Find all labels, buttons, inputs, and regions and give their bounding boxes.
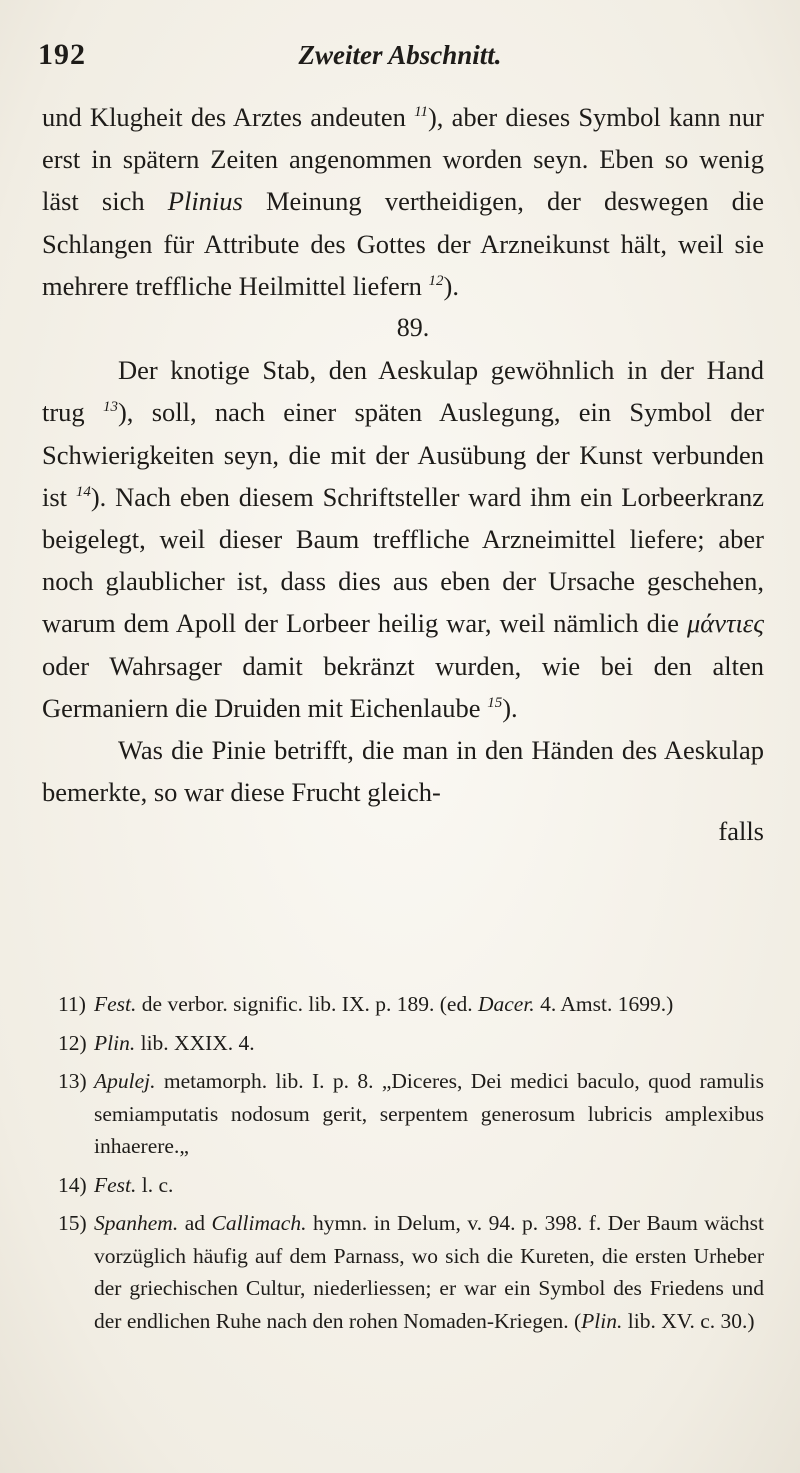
footnote-number: 11) bbox=[58, 992, 86, 1016]
citation: Fest. bbox=[94, 1172, 137, 1197]
footnote-number: 15) bbox=[58, 1211, 87, 1235]
footnote-number: 12) bbox=[58, 1030, 87, 1055]
citation: Callimach. bbox=[211, 1211, 307, 1235]
footnote-text: l. c. bbox=[136, 1172, 174, 1197]
text-run: ). Nach eben diesem Schriftsteller ward ihm ein Lorbeerkranz beigelegt, weil dieser Baum treffliche Arzneimittel liefere; aber noch glaublicher ist, dass dies aus eben der Ursache geschehen, warum dem Apoll der Lorbeer heilig war, weil nämlich die bbox=[42, 481, 764, 639]
footnotes bbox=[58, 988, 764, 1343]
page-header bbox=[38, 38, 762, 78]
citation: Plin. bbox=[581, 1308, 623, 1333]
text-run: oder Wahrsager damit bekränzt wurden, wie bei den alten Germaniern die Druiden mit Eichenlaube bbox=[42, 650, 764, 723]
text-run: ), soll, nach einer späten Auslegung, ein Symbol der Schwierigkeiten seyn, die mit der Ausübung der Kunst verbunden ist bbox=[42, 397, 764, 512]
footnote bbox=[58, 1027, 764, 1060]
footnote-text: hymn. in Delum, v. 94. p. 398. f. Der Baum wächst vorzüglich häufig auf dem Parnass, wo sich die Kureten, die ersten Urheber der griechischen Cultur, niederliessen; er war ein Symbol des Friedens und der endlichen Ruhe nach den rohen Nomaden-Kriegen. ( bbox=[94, 1211, 764, 1333]
paragraph bbox=[42, 349, 764, 729]
running-title: Zweiter Abschnitt. bbox=[298, 40, 502, 70]
paragraph bbox=[42, 96, 764, 307]
footnote bbox=[58, 1065, 764, 1163]
text-run: ). bbox=[443, 270, 459, 301]
italic-name: Plinius bbox=[167, 186, 243, 217]
citation: Fest. bbox=[94, 992, 137, 1016]
citation: Apulej. bbox=[94, 1069, 156, 1093]
section-number: 89. bbox=[396, 313, 430, 343]
page-number: 192 bbox=[38, 38, 86, 71]
footnote bbox=[58, 1169, 764, 1202]
footnote-text: lib. XV. c. 30.) bbox=[622, 1308, 755, 1333]
greek-word: μάντιες bbox=[686, 608, 764, 639]
text-run: Der knotige Stab, den Aeskulap gewöhnlich in der Hand trug bbox=[42, 355, 764, 428]
footnote-ref: 14 bbox=[75, 483, 91, 500]
paragraph: Was die Pinie betrifft, die man in den Händen des Aeskulap bemerkte, so war diese Frucht gleich- bbox=[42, 735, 764, 808]
footnote-ref: 15 bbox=[487, 694, 503, 711]
text-run: und Klugheit des Arztes andeuten bbox=[42, 102, 415, 132]
text-run: ). bbox=[502, 692, 518, 723]
citation: Spanhem. bbox=[94, 1211, 179, 1235]
main-text bbox=[42, 96, 764, 849]
text-run: Meinung vertheidigen, der deswegen die Schlangen für Attribute des Gottes der Arzneikunst hält, weil sie mehrere treffliche Heilmittel liefern bbox=[42, 186, 764, 301]
footnote-text: ad bbox=[178, 1211, 212, 1235]
footnote-number: 13) bbox=[58, 1069, 87, 1093]
footnote bbox=[58, 988, 764, 1021]
footnote bbox=[58, 1207, 764, 1337]
citation: Dacer. bbox=[477, 992, 535, 1016]
footnote-ref: 12 bbox=[428, 272, 444, 289]
catchword: falls bbox=[718, 816, 764, 847]
text-run: ), aber dieses Symbol kann nur erst in spätern Zeiten angenommen worden seyn. Eben so wenig läst sich bbox=[42, 102, 764, 217]
citation: Plin. bbox=[94, 1030, 136, 1055]
footnote-ref: 13 bbox=[102, 399, 118, 416]
footnote-ref: 11 bbox=[414, 104, 428, 120]
footnote-text: metamorph. lib. I. p. 8. „Diceres, Dei medici baculo, quod ramulis semiamputatis nodosum gerit, serpentem generosum lubricis amplexibus inhaerere.„ bbox=[94, 1069, 764, 1158]
footnote-number: 14) bbox=[58, 1172, 87, 1197]
footnote-text: de verbor. signific. lib. IX. p. 189. (ed. bbox=[136, 992, 478, 1016]
footnote-text: lib. XXIX. 4. bbox=[135, 1030, 255, 1055]
footnote-text: 4. Amst. 1699.) bbox=[534, 992, 674, 1016]
